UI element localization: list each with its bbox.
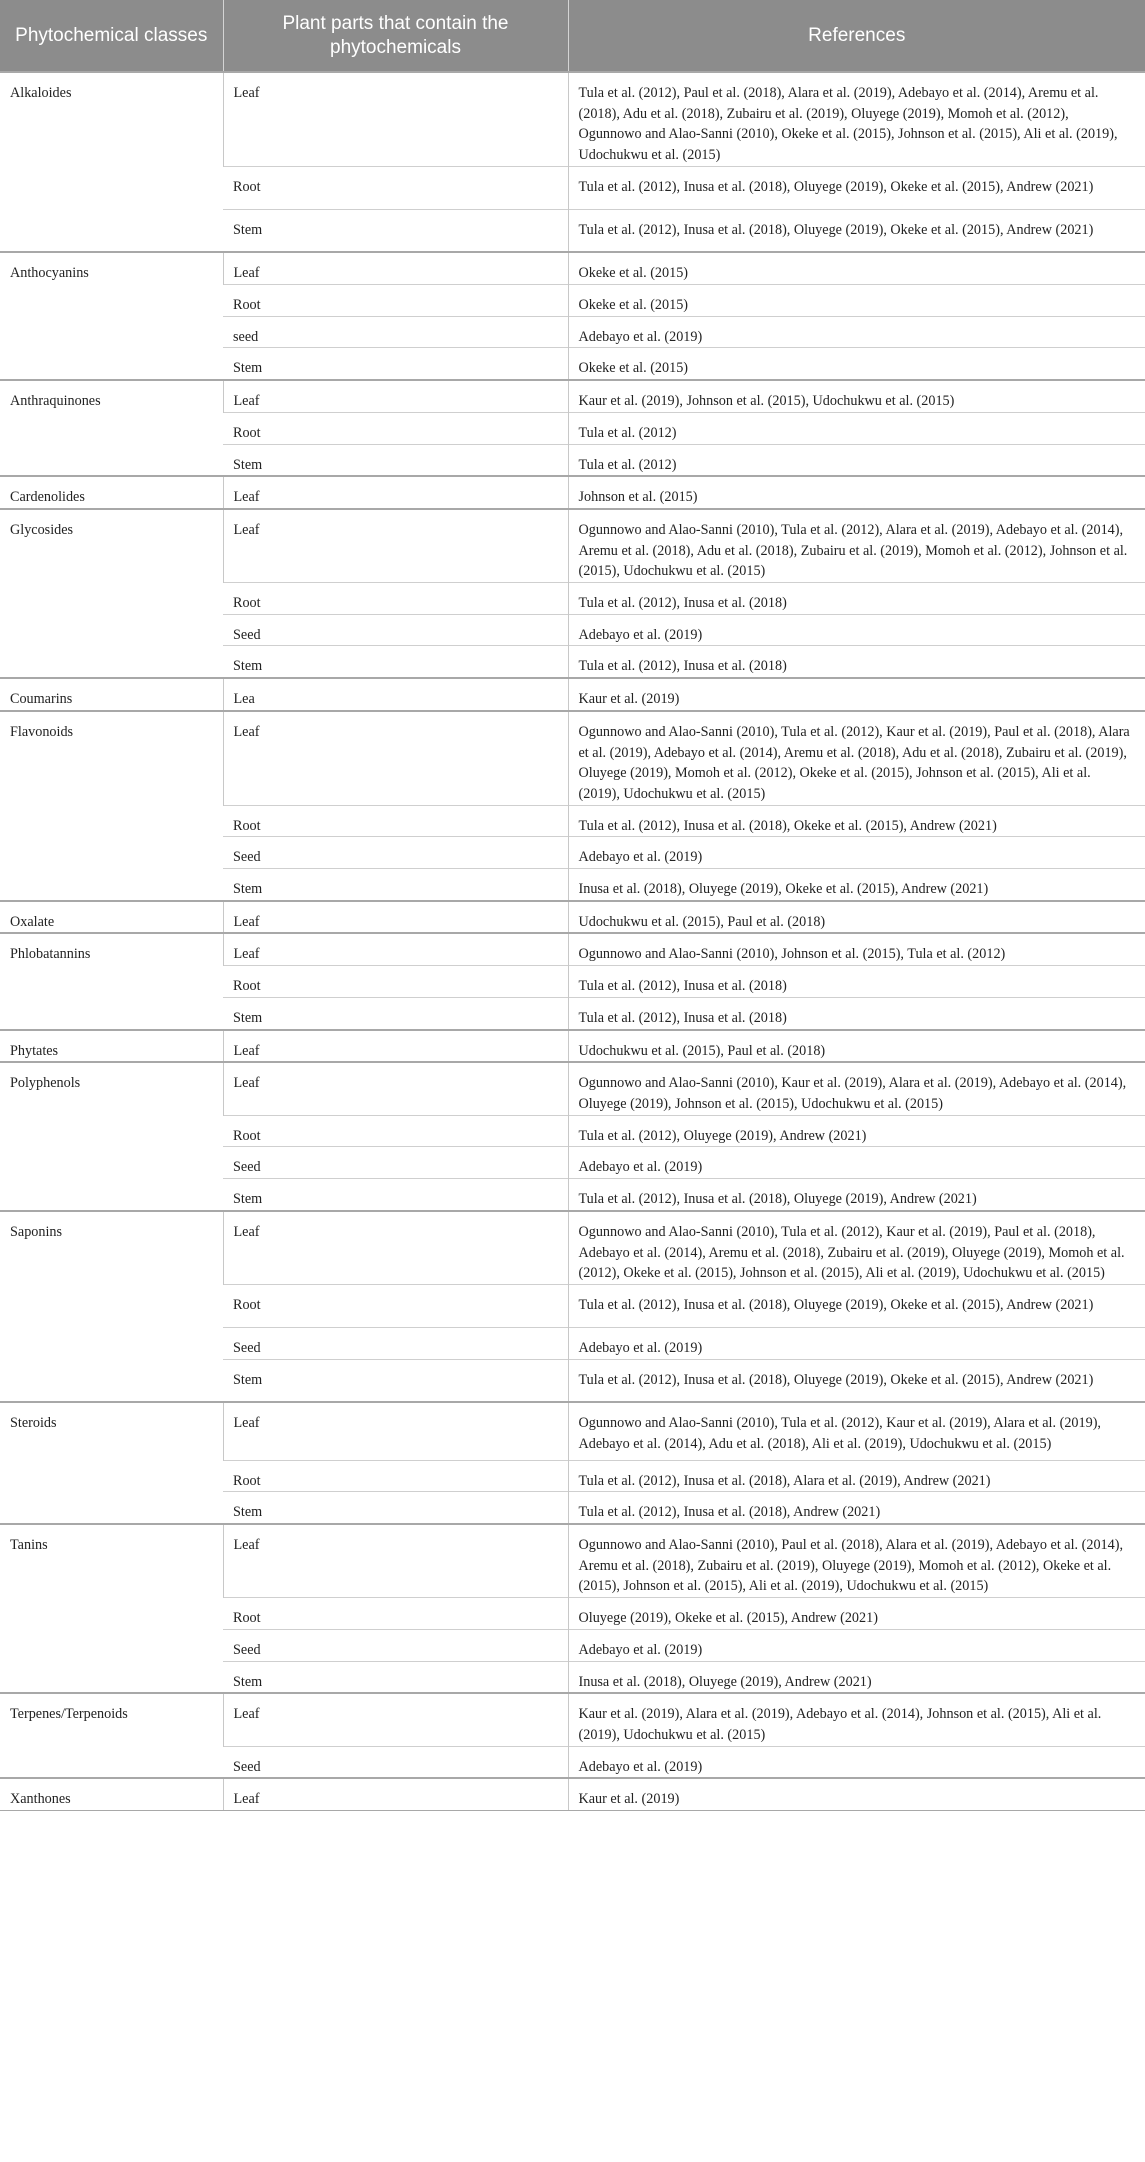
table-body <box>0 72 1145 1811</box>
references-cell: Adebayo et al. (2019) <box>568 1629 1145 1661</box>
references-cell: Johnson et al. (2015) <box>568 476 1145 509</box>
plant-part-cell: Lea <box>223 678 568 711</box>
plant-part-cell: Stem <box>223 997 568 1029</box>
plant-part-cell: Leaf <box>223 1402 568 1460</box>
plant-part-cell: Leaf <box>223 509 568 583</box>
class-cell: Tanins <box>0 1524 223 1693</box>
references-cell: Tula et al. (2012), Inusa et al. (2018), Oluyege (2019), Okeke et al. (2015), Andrew (2021) <box>568 1359 1145 1402</box>
plant-part-cell: Root <box>223 166 568 209</box>
class-cell: Xanthones <box>0 1778 223 1810</box>
table-header <box>0 0 1145 72</box>
plant-part-cell: Leaf <box>223 1693 568 1746</box>
table-row <box>0 476 1145 509</box>
table-row <box>0 711 1145 805</box>
references-cell: Kaur et al. (2019), Johnson et al. (2015), Udochukwu et al. (2015) <box>568 380 1145 412</box>
table-row <box>0 678 1145 711</box>
references-cell: Adebayo et al. (2019) <box>568 614 1145 646</box>
references-cell: Kaur et al. (2019) <box>568 1778 1145 1810</box>
references-cell: Tula et al. (2012), Inusa et al. (2018) <box>568 997 1145 1029</box>
class-cell: Terpenes/Terpenoids <box>0 1693 223 1778</box>
references-cell: Udochukwu et al. (2015), Paul et al. (2018) <box>568 901 1145 934</box>
plant-part-cell: Root <box>223 1598 568 1630</box>
plant-part-cell: Leaf <box>223 901 568 934</box>
references-cell: Tula et al. (2012), Inusa et al. (2018), Oluyege (2019), Okeke et al. (2015), Andrew (2021) <box>568 166 1145 209</box>
references-cell: Tula et al. (2012) <box>568 412 1145 444</box>
header-plant-parts: Plant parts that contain the phytochemicals <box>223 0 568 72</box>
table-row <box>0 1778 1145 1810</box>
table-row <box>0 1211 1145 1285</box>
class-cell: Phlobatannins <box>0 933 223 1029</box>
class-cell: Polyphenols <box>0 1062 223 1211</box>
references-cell: Inusa et al. (2018), Oluyege (2019), Andrew (2021) <box>568 1661 1145 1693</box>
table-row <box>0 933 1145 965</box>
plant-part-cell: Root <box>223 805 568 837</box>
references-cell: Tula et al. (2012), Inusa et al. (2018), Oluyege (2019), Okeke et al. (2015), Andrew (2021) <box>568 1284 1145 1327</box>
plant-part-cell: Root <box>223 1460 568 1492</box>
table-row <box>0 1030 1145 1063</box>
references-cell: Ogunnowo and Alao-Sanni (2010), Tula et al. (2012), Alara et al. (2019), Adebayo et al. (2014), Aremu et al. (2018), Adu et al. (2018), Zubairu et al. (2019), Momoh et al. (2012), Johnson et al. (2015), Udochukwu et al. (2015) <box>568 509 1145 583</box>
class-cell: Cardenolides <box>0 476 223 509</box>
plant-part-cell: Stem <box>223 869 568 901</box>
plant-part-cell: Seed <box>223 1629 568 1661</box>
table-row <box>0 252 1145 284</box>
header-phytochemical-classes: Phytochemical classes <box>0 0 223 72</box>
references-cell: Tula et al. (2012), Inusa et al. (2018) <box>568 966 1145 998</box>
table-row <box>0 509 1145 583</box>
plant-part-cell: Stem <box>223 646 568 678</box>
header-references: References <box>568 0 1145 72</box>
plant-part-cell: Leaf <box>223 476 568 509</box>
table-row <box>0 1693 1145 1746</box>
plant-part-cell: Seed <box>223 1327 568 1359</box>
table-row <box>0 1402 1145 1460</box>
references-cell: Inusa et al. (2018), Oluyege (2019), Okeke et al. (2015), Andrew (2021) <box>568 869 1145 901</box>
class-cell: Oxalate <box>0 901 223 934</box>
references-cell: Ogunnowo and Alao-Sanni (2010), Paul et al. (2018), Alara et al. (2019), Adebayo et al. (2014), Aremu et al. (2018), Zubairu et al. (2019), Oluyege (2019), Momoh et al. (2012), Okeke et al. (2015), Johnson et al. (2015), Ali et al. (2019), Udochukwu et al. (2015) <box>568 1524 1145 1598</box>
plant-part-cell: Root <box>223 583 568 615</box>
references-cell: Ogunnowo and Alao-Sanni (2010), Kaur et al. (2019), Alara et al. (2019), Adebayo et al. (2014), Oluyege (2019), Johnson et al. (2015), Udochukwu et al. (2015) <box>568 1062 1145 1115</box>
table-row <box>0 1062 1145 1115</box>
references-cell: Okeke et al. (2015) <box>568 285 1145 317</box>
class-cell: Phytates <box>0 1030 223 1063</box>
class-cell: Coumarins <box>0 678 223 711</box>
class-cell: Saponins <box>0 1211 223 1402</box>
references-cell: Kaur et al. (2019), Alara et al. (2019), Adebayo et al. (2014), Johnson et al. (2015), Ali et al. (2019), Udochukwu et al. (2015) <box>568 1693 1145 1746</box>
plant-part-cell: Leaf <box>223 1524 568 1598</box>
plant-part-cell: Root <box>223 412 568 444</box>
references-cell: Tula et al. (2012), Inusa et al. (2018), Alara et al. (2019), Andrew (2021) <box>568 1460 1145 1492</box>
references-cell: Tula et al. (2012), Inusa et al. (2018) <box>568 583 1145 615</box>
references-cell: Ogunnowo and Alao-Sanni (2010), Johnson et al. (2015), Tula et al. (2012) <box>568 933 1145 965</box>
plant-part-cell: Leaf <box>223 933 568 965</box>
plant-part-cell: Stem <box>223 444 568 476</box>
references-cell: Okeke et al. (2015) <box>568 252 1145 284</box>
table-row <box>0 380 1145 412</box>
plant-part-cell: Leaf <box>223 1211 568 1285</box>
references-cell: Tula et al. (2012), Inusa et al. (2018) <box>568 646 1145 678</box>
plant-part-cell: Stem <box>223 1661 568 1693</box>
plant-part-cell: Stem <box>223 348 568 380</box>
class-cell: Steroids <box>0 1402 223 1524</box>
references-cell: Adebayo et al. (2019) <box>568 1746 1145 1778</box>
references-cell: Tula et al. (2012), Oluyege (2019), Andrew (2021) <box>568 1115 1145 1147</box>
plant-part-cell: Leaf <box>223 72 568 166</box>
references-cell: Tula et al. (2012), Paul et al. (2018), Alara et al. (2019), Adebayo et al. (2014), Aremu et al. (2018), Adu et al. (2018), Zubairu et al. (2019), Oluyege (2019), Momoh et al. (2012), Ogunnowo and Alao-Sanni (2010), Okeke et al. (2015), Johnson et al. (2015), Ali et al. (2019), Udochukwu et al. (2015) <box>568 72 1145 166</box>
plant-part-cell: Leaf <box>223 252 568 284</box>
references-cell: Ogunnowo and Alao-Sanni (2010), Tula et al. (2012), Kaur et al. (2019), Paul et al. (2018), Alara et al. (2019), Adebayo et al. (2014), Aremu et al. (2018), Adu et al. (2018), Zubairu et al. (2019), Oluyege (2019), Momoh et al. (2012), Okeke et al. (2015), Johnson et al. (2015), Ali et al. (2019), Udochukwu et al. (2015) <box>568 711 1145 805</box>
plant-part-cell: Stem <box>223 1492 568 1524</box>
references-cell: Tula et al. (2012) <box>568 444 1145 476</box>
references-cell: Tula et al. (2012), Inusa et al. (2018), Oluyege (2019), Andrew (2021) <box>568 1179 1145 1211</box>
references-cell: Tula et al. (2012), Inusa et al. (2018), Okeke et al. (2015), Andrew (2021) <box>568 805 1145 837</box>
references-cell: Okeke et al. (2015) <box>568 348 1145 380</box>
references-cell: Tula et al. (2012), Inusa et al. (2018), Andrew (2021) <box>568 1492 1145 1524</box>
plant-part-cell: Stem <box>223 1359 568 1402</box>
plant-part-cell: Seed <box>223 837 568 869</box>
plant-part-cell: Leaf <box>223 711 568 805</box>
table-row <box>0 1524 1145 1598</box>
plant-part-cell: Leaf <box>223 1030 568 1063</box>
class-cell: Glycosides <box>0 509 223 678</box>
table-row <box>0 72 1145 166</box>
plant-part-cell: Seed <box>223 1746 568 1778</box>
plant-part-cell: Leaf <box>223 1778 568 1810</box>
plant-part-cell: Root <box>223 1284 568 1327</box>
plant-part-cell: Root <box>223 285 568 317</box>
plant-part-cell: Stem <box>223 1179 568 1211</box>
class-cell: Flavonoids <box>0 711 223 901</box>
plant-part-cell: seed <box>223 316 568 348</box>
header-row <box>0 0 1145 72</box>
references-cell: Ogunnowo and Alao-Sanni (2010), Tula et al. (2012), Kaur et al. (2019), Paul et al. (2018), Adebayo et al. (2014), Aremu et al. (2018), Zubairu et al. (2019), Oluyege (2019), Momoh et al. (2012), Okeke et al. (2015), Johnson et al. (2015), Ali et al. (2019), Udochukwu et al. (2015) <box>568 1211 1145 1285</box>
plant-part-cell: Stem <box>223 209 568 252</box>
references-cell: Kaur et al. (2019) <box>568 678 1145 711</box>
plant-part-cell: Root <box>223 1115 568 1147</box>
class-cell: Alkaloides <box>0 72 223 252</box>
references-cell: Adebayo et al. (2019) <box>568 837 1145 869</box>
references-cell: Udochukwu et al. (2015), Paul et al. (2018) <box>568 1030 1145 1063</box>
references-cell: Adebayo et al. (2019) <box>568 316 1145 348</box>
references-cell: Ogunnowo and Alao-Sanni (2010), Tula et al. (2012), Kaur et al. (2019), Alara et al. (2019), Adebayo et al. (2014), Adu et al. (2018), Ali et al. (2019), Udochukwu et al. (2015) <box>568 1402 1145 1460</box>
references-cell: Tula et al. (2012), Inusa et al. (2018), Oluyege (2019), Okeke et al. (2015), Andrew (2021) <box>568 209 1145 252</box>
class-cell: Anthraquinones <box>0 380 223 476</box>
references-cell: Adebayo et al. (2019) <box>568 1327 1145 1359</box>
plant-part-cell: Seed <box>223 614 568 646</box>
plant-part-cell: Root <box>223 966 568 998</box>
plant-part-cell: Leaf <box>223 380 568 412</box>
plant-part-cell: Leaf <box>223 1062 568 1115</box>
references-cell: Adebayo et al. (2019) <box>568 1147 1145 1179</box>
table-row <box>0 901 1145 934</box>
class-cell: Anthocyanins <box>0 252 223 380</box>
plant-part-cell: Seed <box>223 1147 568 1179</box>
references-cell: Oluyege (2019), Okeke et al. (2015), Andrew (2021) <box>568 1598 1145 1630</box>
